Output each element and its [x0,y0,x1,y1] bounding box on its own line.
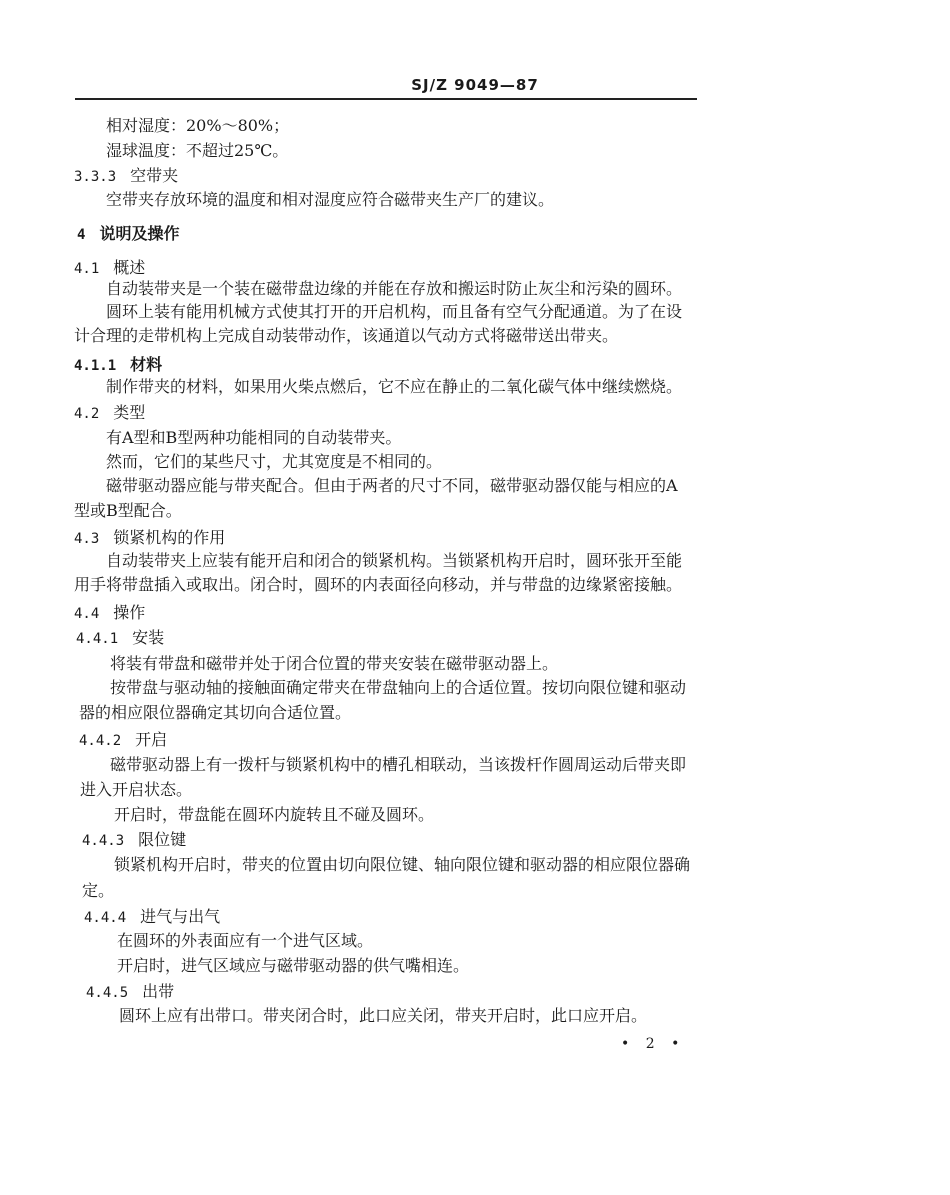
section-number: 4.4 [74,606,100,622]
header-rule [75,98,697,100]
section-number: 4.4.5 [86,985,129,1001]
page-number: • 2 • [621,1036,686,1052]
body-line: 圆环上装有能用机械方式使其打开的开启机构，而且备有空气分配通道。为了在设 [106,302,683,321]
section-title: 安装 [132,628,165,647]
doc-code-header: SJ/Z 9049—87 [411,76,539,94]
section-heading [74,403,145,424]
section-heading [77,224,179,245]
body-line: 制作带夹的材料，如果用火柴点燃后，它不应在静止的二氧化碳气体中继续燃烧。 [106,377,683,396]
body-line: 计合理的走带机构上完成自动装带动作，该通道以气动方式将磁带送出带夹。 [74,326,619,345]
section-number: 4.2 [74,406,100,422]
body-line: 自动装带夹是一个装在磁带盘边缘的并能在存放和搬运时防止灰尘和污染的圆环。 [106,279,683,298]
section-number: 4.1 [74,261,100,277]
section-title: 锁紧机构的作用 [113,528,226,547]
section-heading [76,628,164,649]
section-title: 进气与出气 [140,907,221,926]
body-line: 自动装带夹上应装有能开启和闭合的锁紧机构。当锁紧机构开启时，圆环张开至能 [106,551,683,570]
body-line: 开启时，进气区域应与磁带驱动器的供气嘴相连。 [117,956,470,975]
section-number: 4.3 [74,531,100,547]
body-line: 磁带驱动器上有一拨杆与锁紧机构中的槽孔相联动，当该拨杆作圆周运动后带夹即 [110,755,687,774]
section-title: 开启 [135,730,168,749]
section-heading [74,258,145,279]
body-line: 湿球温度：不超过25℃。 [106,141,289,160]
section-heading [74,166,178,187]
section-number: 4.4.4 [84,910,127,926]
section-heading [74,355,162,376]
body-line: 进入开启状态。 [80,780,193,799]
section-heading [82,830,186,851]
body-line: 按带盘与驱动轴的接触面确定带夹在带盘轴向上的合适位置。按切向限位键和驱动 [110,678,687,697]
body-line: 在圆环的外表面应有一个进气区域。 [117,931,374,950]
section-number: 4.1.1 [74,358,117,374]
body-line: 空带夹存放环境的温度和相对湿度应符合磁带夹生产厂的建议。 [106,190,555,209]
section-title: 限位键 [138,830,187,849]
body-line: 锁紧机构开启时，带夹的位置由切向限位键、轴向限位键和驱动器的相应限位器确 [114,855,691,874]
section-number: 4.4.3 [82,833,125,849]
section-number: 4.4.2 [79,733,122,749]
section-number: 4 [77,227,86,243]
section-title: 说明及操作 [99,224,180,243]
body-line: 器的相应限位器确定其切向合适位置。 [79,703,352,722]
section-title: 出带 [142,982,175,1001]
section-title: 操作 [113,603,146,622]
section-heading [84,907,220,928]
body-line: 开启时，带盘能在圆环内旋转且不碰及圆环。 [114,805,435,824]
body-line: 将装有带盘和磁带并处于闭合位置的带夹安装在磁带驱动器上。 [110,654,559,673]
body-line: 磁带驱动器应能与带夹配合。但由于两者的尺寸不同，磁带驱动器仅能与相应的A [106,476,678,495]
section-number: 3.3.3 [74,169,117,185]
section-title: 类型 [113,403,146,422]
section-number: 4.4.1 [76,631,119,647]
section-heading [74,603,145,624]
body-line: 定。 [82,881,115,900]
section-heading [86,982,174,1003]
section-title: 概述 [113,258,146,277]
body-line: 然而，它们的某些尺寸，尤其宽度是不相同的。 [106,452,443,471]
section-heading [79,730,167,751]
section-title: 材料 [130,355,163,374]
body-line: 用手将带盘插入或取出。闭合时，圆环的内表面径向移动，并与带盘的边缘紧密接触。 [74,575,683,594]
section-heading [74,528,225,549]
body-line: 相对湿度：20%～80%； [106,116,290,135]
section-title: 空带夹 [130,166,179,185]
body-line: 有A型和B型两种功能相同的自动装带夹。 [106,428,402,447]
body-line: 圆环上应有出带口。带夹闭合时，此口应关闭，带夹开启时，此口应开启。 [119,1006,648,1025]
body-line: 型或B型配合。 [74,501,182,520]
